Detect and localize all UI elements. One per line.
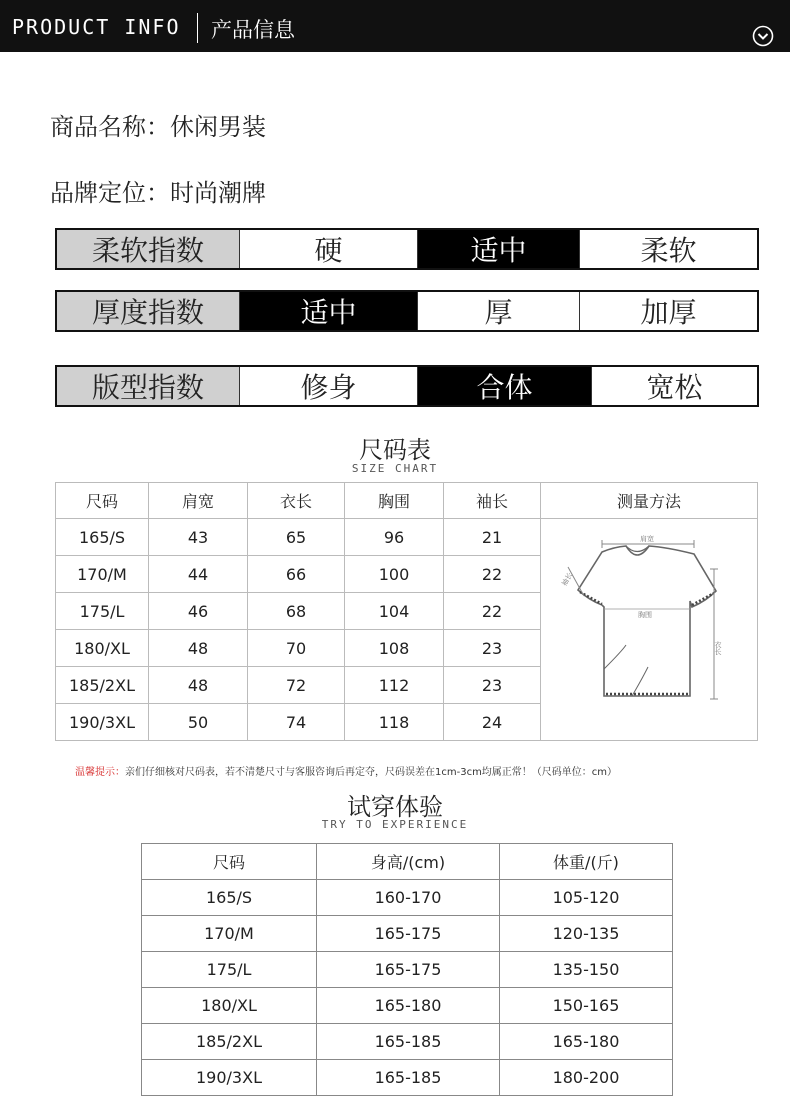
table-header-row (56, 483, 758, 519)
thickness-index (55, 290, 759, 332)
table-cell: 50 (149, 704, 248, 741)
table-cell: 21 (444, 519, 541, 556)
table-row (56, 519, 758, 556)
diagram-label-sleeve: 袖长 (559, 571, 574, 588)
table-cell: 135-150 (500, 952, 673, 988)
table-cell: 165/S (56, 519, 149, 556)
chevron-down-circle-icon[interactable] (752, 25, 774, 47)
section-header (0, 0, 790, 52)
product-name: 商品名称：休闲男装 (50, 113, 266, 141)
table-cell: 160-170 (317, 880, 500, 916)
brand-position: 品牌定位：时尚潮牌 (50, 179, 266, 207)
column-header: 尺码 (142, 844, 317, 880)
table-cell: 96 (345, 519, 444, 556)
index-option: 硬 (239, 230, 417, 268)
header-title-cn: 产品信息 (211, 18, 295, 42)
try-on-subtitle: TRY TO EXPERIENCE (321, 818, 469, 831)
table-cell: 170/M (56, 556, 149, 593)
table-cell: 120-135 (500, 916, 673, 952)
tip-lead: 温馨提示： (75, 767, 125, 778)
table-cell: 43 (149, 519, 248, 556)
table-cell: 68 (248, 593, 345, 630)
size-chart-table (55, 482, 758, 741)
table-cell: 48 (149, 667, 248, 704)
index-option: 加厚 (579, 292, 757, 330)
table-cell: 165-175 (317, 916, 500, 952)
table-row (142, 880, 673, 916)
column-header: 袖长 (444, 483, 541, 519)
table-cell: 185/2XL (142, 1024, 317, 1060)
table-header-row (142, 844, 673, 880)
index-option: 厚 (417, 292, 579, 330)
softness-index (55, 228, 759, 270)
table-cell: 22 (444, 593, 541, 630)
index-option: 修身 (239, 367, 417, 405)
size-chart-subtitle: SIZE CHART (351, 462, 439, 475)
index-option-selected: 适中 (417, 230, 579, 268)
table-cell: 165-180 (317, 988, 500, 1024)
table-cell: 104 (345, 593, 444, 630)
table-cell: 72 (248, 667, 345, 704)
measure-diagram-cell (541, 519, 758, 741)
table-cell: 170/M (142, 916, 317, 952)
column-header: 肩宽 (149, 483, 248, 519)
table-cell: 23 (444, 630, 541, 667)
table-row (142, 916, 673, 952)
index-option: 柔软 (579, 230, 757, 268)
table-cell: 165-175 (317, 952, 500, 988)
index-label: 柔软指数 (57, 230, 239, 268)
size-tip (75, 763, 617, 778)
table-cell: 165/S (142, 880, 317, 916)
table-cell: 175/L (142, 952, 317, 988)
table-cell: 165-185 (317, 1024, 500, 1060)
table-cell: 44 (149, 556, 248, 593)
table-row (142, 952, 673, 988)
table-cell: 105-120 (500, 880, 673, 916)
try-on-title: 试穿体验 (347, 793, 443, 821)
table-cell: 190/3XL (142, 1060, 317, 1096)
table-cell: 175/L (56, 593, 149, 630)
column-header: 测量方法 (541, 483, 758, 519)
table-cell: 108 (345, 630, 444, 667)
table-cell: 165-180 (500, 1024, 673, 1060)
try-on-table (141, 843, 673, 1096)
table-cell: 112 (345, 667, 444, 704)
column-header: 身高/(cm) (317, 844, 500, 880)
table-cell: 180/XL (142, 988, 317, 1024)
table-row (142, 1024, 673, 1060)
table-cell: 23 (444, 667, 541, 704)
table-row (142, 1060, 673, 1096)
column-header: 尺码 (56, 483, 149, 519)
table-cell: 70 (248, 630, 345, 667)
header-title-en: PRODUCT INFO (12, 15, 181, 39)
table-cell: 74 (248, 704, 345, 741)
table-cell: 46 (149, 593, 248, 630)
size-chart-title: 尺码表 (359, 436, 431, 464)
diagram-label-shoulder: 肩宽 (639, 535, 654, 543)
index-option-selected: 合体 (417, 367, 591, 405)
table-cell: 66 (248, 556, 345, 593)
diagram-label-chest: 胸围 (637, 611, 652, 619)
column-header: 衣长 (248, 483, 345, 519)
table-row (142, 988, 673, 1024)
column-header: 体重/(斤) (500, 844, 673, 880)
column-header: 胸围 (345, 483, 444, 519)
index-option: 宽松 (591, 367, 757, 405)
tshirt-measure-diagram (544, 519, 755, 736)
index-label: 厚度指数 (57, 292, 239, 330)
table-cell: 65 (248, 519, 345, 556)
table-cell: 118 (345, 704, 444, 741)
table-cell: 190/3XL (56, 704, 149, 741)
table-cell: 48 (149, 630, 248, 667)
table-cell: 180-200 (500, 1060, 673, 1096)
table-cell: 165-185 (317, 1060, 500, 1096)
table-cell: 150-165 (500, 988, 673, 1024)
header-divider (197, 13, 198, 43)
table-cell: 100 (345, 556, 444, 593)
table-cell: 22 (444, 556, 541, 593)
diagram-label-length: 衣长 (713, 641, 722, 655)
tip-text: 亲们仔细核对尺码表，若不清楚尺寸与客服咨询后再定夺，尺码误差在1cm-3cm均属正常！（尺码单位：cm） (125, 767, 618, 778)
index-option-selected: 适中 (239, 292, 417, 330)
table-cell: 180/XL (56, 630, 149, 667)
table-cell: 24 (444, 704, 541, 741)
index-label: 版型指数 (57, 367, 239, 405)
fit-index (55, 365, 759, 407)
table-cell: 185/2XL (56, 667, 149, 704)
